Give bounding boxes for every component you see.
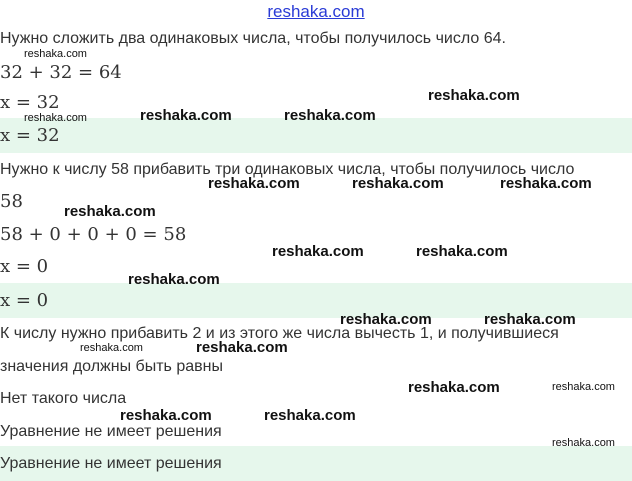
problem2-solution: x = 0 (0, 256, 49, 277)
watermark: reshaka.com (352, 175, 444, 192)
problem3-statement: Уравнение не имеет решения (0, 423, 222, 440)
problem1-text: Нужно сложить два одинаковых числа, чтобы получилось число 64. (0, 30, 506, 47)
problem3-answer: Уравнение не имеет решения (0, 455, 222, 472)
watermark: reshaka.com (552, 381, 615, 393)
watermark: reshaka.com (552, 437, 615, 449)
watermark: reshaka.com (208, 175, 300, 192)
watermark: reshaka.com (120, 407, 212, 424)
watermark: reshaka.com (272, 243, 364, 260)
site-title-link[interactable]: reshaka.com (267, 2, 365, 21)
watermark: reshaka.com (484, 311, 576, 328)
problem2-text-line2: 58 (0, 191, 23, 212)
problem1-answer: x = 32 (0, 125, 60, 146)
watermark: reshaka.com (24, 112, 87, 124)
watermark: reshaka.com (340, 311, 432, 328)
problem3-conclusion: Нет такого числа (0, 390, 127, 407)
watermark: reshaka.com (428, 87, 520, 104)
watermark: reshaka.com (500, 175, 592, 192)
watermark: reshaka.com (408, 379, 500, 396)
watermark: reshaka.com (196, 339, 288, 356)
watermark: reshaka.com (140, 107, 232, 124)
problem2-equation: 58 + 0 + 0 + 0 = 58 (0, 224, 187, 245)
watermark: reshaka.com (64, 203, 156, 220)
problem1-equation: 32 + 32 = 64 (0, 62, 122, 83)
watermark: reshaka.com (80, 342, 143, 354)
problem3-text-line1: К числу нужно прибавить 2 и из этого же числа вычесть 1, и получившиеся (0, 325, 559, 342)
watermark: reshaka.com (416, 243, 508, 260)
problem2-answer: x = 0 (0, 290, 49, 311)
watermark: reshaka.com (24, 48, 87, 60)
problem2-text-line1: Нужно к числу 58 прибавить три одинаковых числа, чтобы получилось число (0, 161, 575, 178)
problem1-solution: x = 32 (0, 92, 60, 113)
watermark: reshaka.com (284, 107, 376, 124)
watermark: reshaka.com (264, 407, 356, 424)
watermark: reshaka.com (128, 271, 220, 288)
problem3-text-line2: значения должны быть равны (0, 358, 223, 375)
